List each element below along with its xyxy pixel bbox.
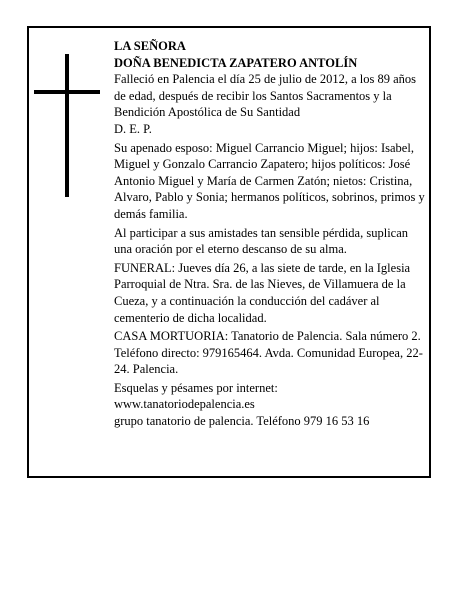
mortuary-details: CASA MORTUORIA: Tanatorio de Palencia. Sala número 2. Teléfono directo: 979165464. Avda. Comunidad Europea, 22-24. Palencia.	[114, 329, 423, 377]
death-announcement: Falleció en Palencia el día 25 de julio de 2012, a los 89 años de edad, después de recibir los Santos Sacramentos y la Bendición Apostólica de Su Santidad	[114, 72, 417, 120]
honorific: LA SEÑORA	[114, 39, 186, 53]
cross-horizontal-bar	[34, 90, 100, 94]
cross-vertical-bar	[65, 54, 69, 197]
website-link[interactable]: www.tanatoriodepalencia.es	[114, 397, 255, 412]
cross-icon	[34, 54, 100, 197]
deceased-name: DOÑA BENEDICTA ZAPATERO ANTOLÍN	[114, 55, 358, 70]
funeral-details: FUNERAL: Jueves día 26, a las siete de tarde, en la Iglesia Parroquial de Ntra. Sra. de las Nieves, de Villamuera de la Cueza, y a continuación la conducción del cadáver al cementerio de dicha localidad.	[114, 260, 411, 325]
online-condolences-label: Esquelas y pésames por internet:	[114, 380, 278, 395]
group-contact: grupo tanatorio de palencia. Teléfono 979 16 53 16	[114, 414, 370, 429]
family-list: Su apenado esposo: Miguel Carrancio Miguel; hijos: Isabel, Miguel y Gonzalo Carrancio Zapatero; hijos políticos: José Antonio Miguel y María de Carmen Zatón; nietos: Cristina, Alvaro, Pablo y Sonia; hermanos políticos, sobrinos, primos y demás familia.	[114, 140, 425, 221]
obituary-text	[114, 38, 426, 430]
prayer-request: Al participar a sus amistades tan sensible pérdida, suplican una oración por el eterno descanso de su alma.	[114, 225, 409, 257]
dep-line: D. E. P.	[114, 121, 152, 136]
